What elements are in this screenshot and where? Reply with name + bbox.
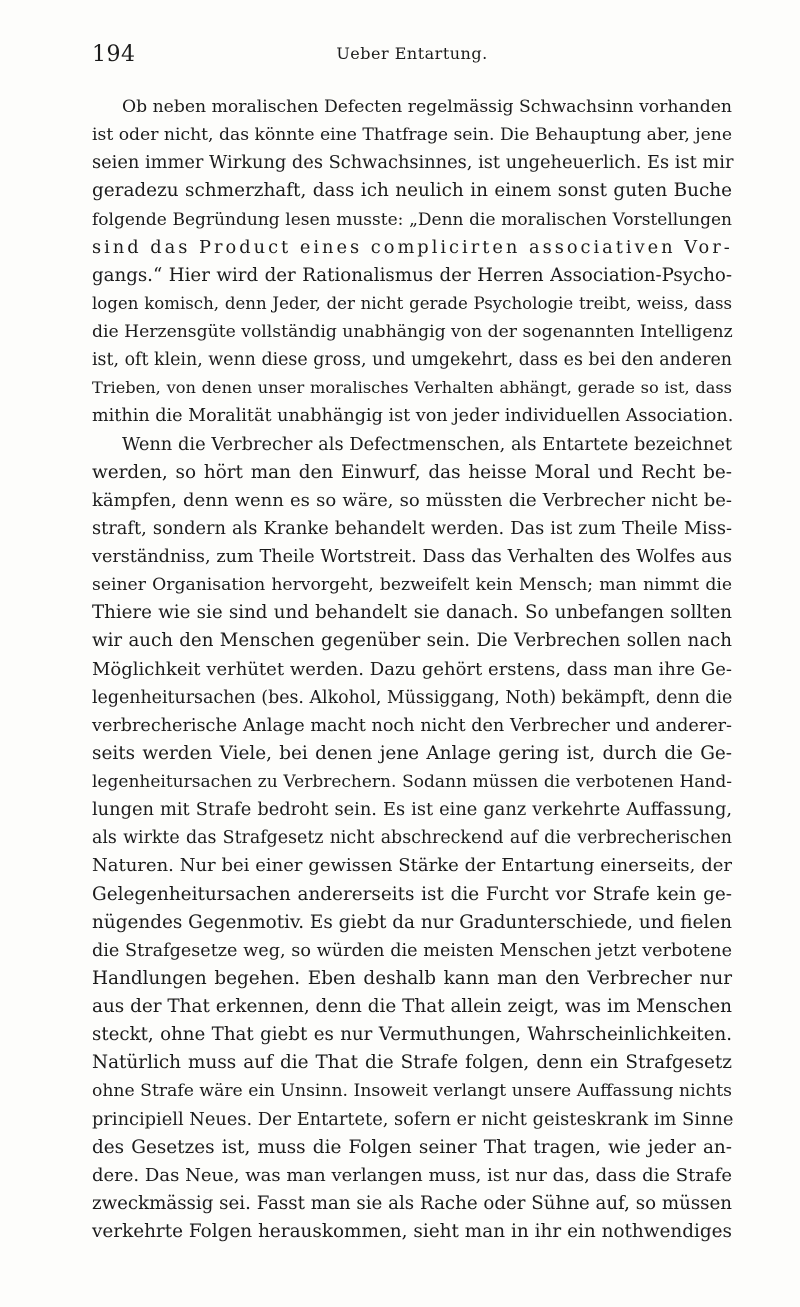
text-line: geradezu schmerzhaft, dass ich neulich in einem sonst guten Buche [92,180,732,202]
running-head [92,40,732,70]
text-line: gangs.“ Hier wird der Rationalismus der Herren Association-Psycho- [92,264,732,286]
text-line: aus der That erkennen, denn die That allein zeigt, was im Menschen [92,996,732,1017]
text-line: Möglichkeit verhütet werden. Dazu gehört erstens, dass man ihre Ge- [92,658,732,680]
text-line: zweckmässig sei. Fasst man sie als Rache oder Sühne auf, so müssen [92,1192,732,1214]
text-line: Wenn die Verbrecher als Defectmenschen, als Entartete bezeichnet [122,433,732,455]
text-line: Trieben, von denen unser moralisches Verhalten abhängt, gerade so ist, dass [92,378,732,398]
text-line: Ob neben moralischen Defecten regelmässig Schwachsinn vorhanden [122,97,732,117]
text-line: sind das Product eines complicirten associativen Vor- [92,236,733,258]
text-line: dere. Das Neue, was man verlangen muss, ist nur das, dass die Strafe [92,1164,732,1186]
running-title: Ueber Entartung. [336,44,488,63]
text-line: logen komisch, denn Jeder, der nicht gerade Psychologie treibt, weiss, dass [92,293,732,313]
text-line: steckt, ohne That giebt es nur Vermuthungen, Wahrscheinlichkeiten. [92,1024,732,1046]
text-line: mithin die Moralität unabhängig ist von jeder individuellen Association. [92,406,734,427]
body-text [92,93,732,1246]
text-line: Naturen. Nur bei einer gewissen Stärke der Entartung einerseits, der [92,855,732,877]
text-line: ist oder nicht, das könnte eine Thatfrage sein. Die Behauptung aber, jene [92,125,732,146]
text-line: ohne Strafe wäre ein Unsinn. Insoweit verlangt unsere Auffassung nichts [92,1081,732,1102]
text-line: ist, oft klein, wenn diese gross, und umgekehrt, dass es bei den anderen [92,350,732,371]
text-line: seits werden Viele, bei denen jene Anlage gering ist, durch die Ge- [92,742,732,764]
text-line: Gelegenheitursachen andererseits ist die Furcht vor Strafe kein ge- [92,883,732,905]
text-line: die Strafgesetze weg, so würden die meisten Menschen jetzt verbotene [92,940,732,961]
text-line: legenheitursachen zu Verbrechern. Sodann müssen die verbotenen Hand- [92,772,732,792]
text-line: verbrecherische Anlage macht noch nicht den Verbrecher und anderer- [92,715,732,736]
text-line: seiner Organisation hervorgeht, bezweifelt kein Mensch; man nimmt die [92,575,732,596]
text-line: Natürlich muss auf die That die Strafe folgen, denn ein Strafgesetz [92,1052,732,1074]
text-line: als wirkte das Strafgesetz nicht abschreckend auf die verbrecherischen [92,828,732,849]
text-line: verständniss, zum Theile Wortstreit. Dass das Verhalten des Wolfes aus [92,547,732,567]
text-line: kämpfen, denn wenn es so wäre, so müssten die Verbrecher nicht be- [92,489,732,511]
text-line: legenheitursachen (bes. Alkohol, Müssiggang, Noth) bekämpft, denn die [92,687,733,708]
text-line: die Herzensgüte vollständig unabhängig von der sogenannten Intelligenz [92,322,733,342]
page-number: 194 [92,42,136,67]
text-line: straft, sondern als Kranke behandelt werden. Das ist zum Theile Miss- [92,517,732,539]
text-line: verkehrte Folgen herauskommen, sieht man in ihr ein nothwendiges [92,1221,732,1242]
text-line: nügendes Gegenmotiv. Es giebt da nur Gradunterschiede, und fielen [92,911,732,933]
text-line: Thiere wie sie sind und behandelt sie danach. So unbefangen sollten [92,602,732,624]
text-line: folgende Begründung lesen musste: „Denn die moralischen Vorstellungen [92,209,732,230]
text-line: Handlungen begehen. Eben deshalb kann man den Verbrecher nur [92,967,732,989]
text-line: werden, so hört man den Einwurf, das heisse Moral und Recht be- [92,461,732,483]
text-line: principiell Neues. Der Entartete, sofern er nicht geisteskrank im Sinne [92,1108,734,1130]
text-line: wir auch den Menschen gegenüber sein. Die Verbrechen sollen nach [92,630,732,652]
text-line: seien immer Wirkung des Schwachsinnes, ist ungeheuerlich. Es ist mir [92,152,734,174]
text-line: lungen mit Strafe bedroht sein. Es ist eine ganz verkehrte Auffassung, [92,799,732,821]
text-line: des Gesetzes ist, muss die Folgen seiner That tragen, wie jeder an- [92,1136,732,1158]
